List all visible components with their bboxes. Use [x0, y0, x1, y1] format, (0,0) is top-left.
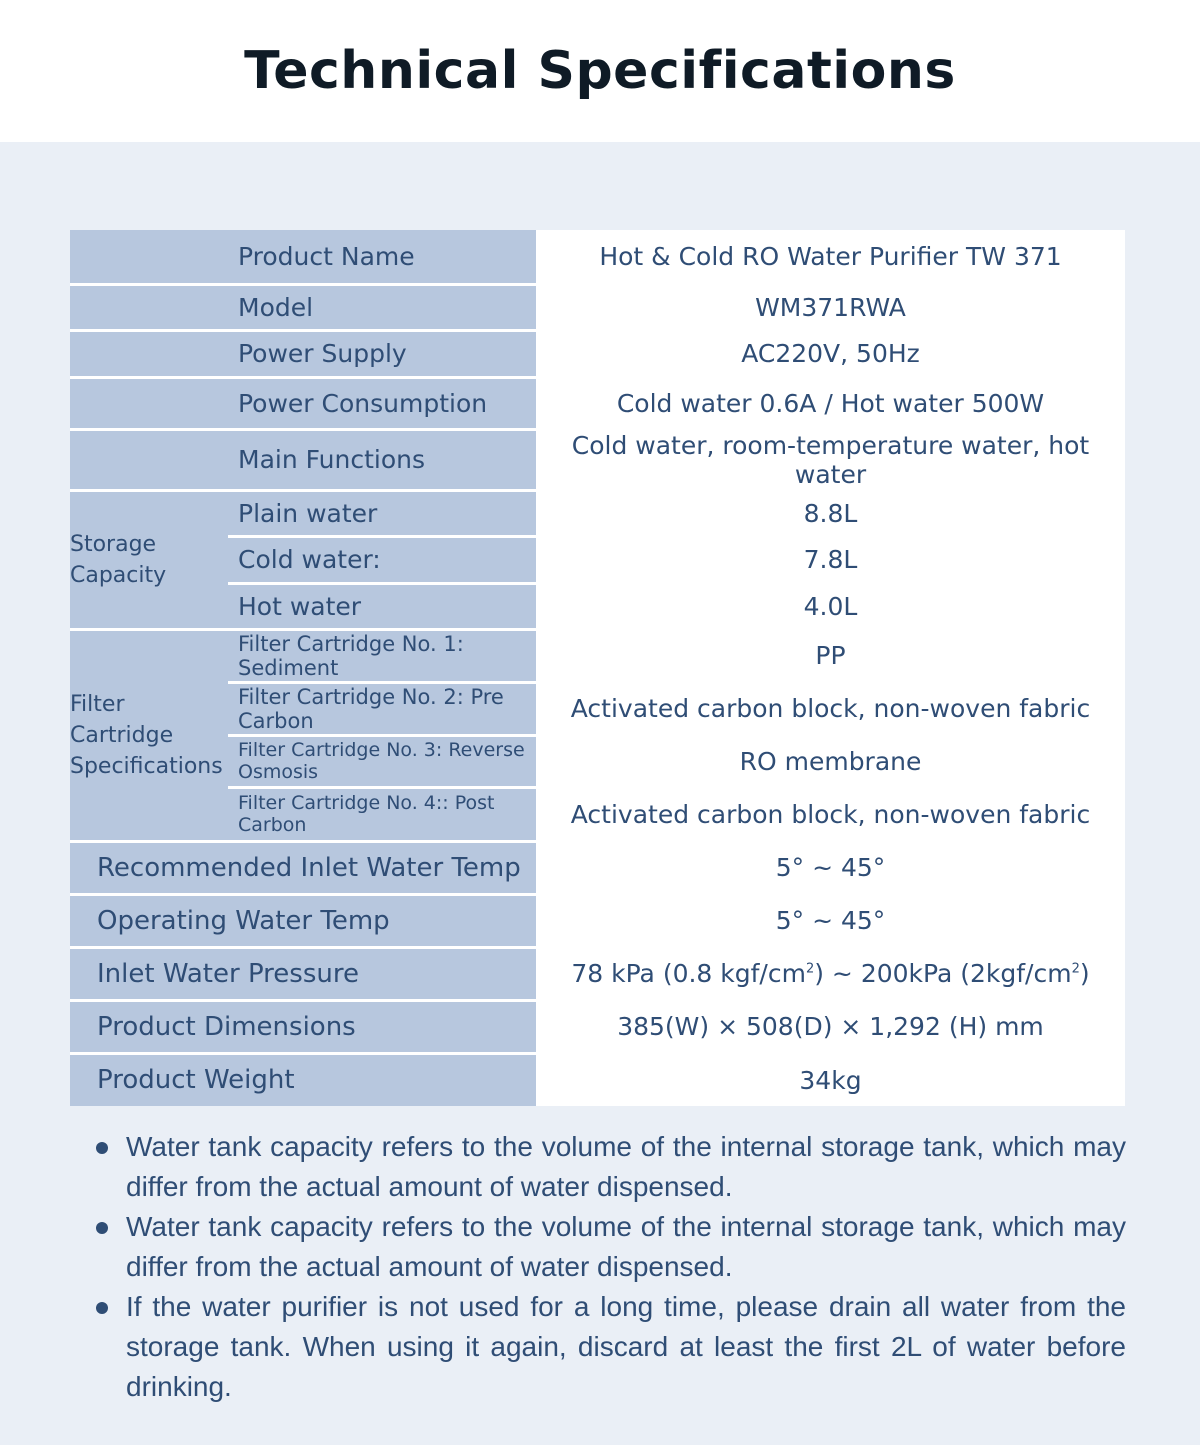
spec-label: Product Name	[228, 230, 536, 284]
spec-value: 385(W) × 508(D) × 1,292 (H) mm	[536, 1000, 1125, 1053]
spec-value: 34kg	[536, 1053, 1125, 1106]
spec-value: Activated carbon block, non-woven fabric	[536, 682, 1125, 735]
spec-label: Operating Water Temp	[70, 894, 536, 947]
spec-value: Cold water, room-temperature water, hot water	[536, 429, 1125, 490]
table-row	[70, 947, 1125, 1000]
table-row	[70, 330, 1125, 377]
filter-cartridge-group: Filter Cartridge Specifications	[70, 629, 228, 841]
spec-value: Activated carbon block, non-woven fabric	[536, 787, 1125, 841]
list-item: Water tank capacity refers to the volume of the internal storage tank, which may differ from the actual amount of water dispensed.	[96, 1207, 1126, 1287]
spec-value: 4.0L	[536, 583, 1125, 629]
table-row	[70, 682, 1125, 735]
bullet-icon	[96, 1222, 108, 1234]
table-row	[70, 841, 1125, 894]
spec-table	[70, 230, 1125, 1106]
bullet-icon	[96, 1302, 108, 1314]
table-row	[70, 536, 1125, 583]
spec-label: Model	[228, 284, 536, 330]
spec-value: Hot & Cold RO Water Purifier TW 371	[536, 230, 1125, 284]
spec-label: Filter Cartridge No. 2: Pre Carbon	[228, 682, 536, 735]
bullet-icon	[96, 1142, 108, 1154]
spec-value: 78 kPa (0.8 kgf/$cm^2$) ~ 200kPa $(2kgf/cm^2)$	[536, 947, 1125, 1000]
spec-value: 5° ~ 45°	[536, 841, 1125, 894]
spec-label: Cold water:	[228, 536, 536, 583]
spec-label: Main Functions	[228, 429, 536, 490]
spec-label: Power Consumption	[228, 377, 536, 429]
table-row	[70, 284, 1125, 330]
list-item: Water tank capacity refers to the volume of the internal storage tank, which may differ from the actual amount of water dispensed.	[96, 1127, 1126, 1207]
list-item: If the water purifier is not used for a long time, please drain all water from the storage tank. When using it again, discard at least the first 2L of water before drinking.	[96, 1287, 1126, 1407]
spec-value: AC220V, 50Hz	[536, 330, 1125, 377]
spec-panel	[0, 142, 1200, 1445]
table-row	[70, 583, 1125, 629]
spec-value: 7.8L	[536, 536, 1125, 583]
table-row	[70, 490, 1125, 536]
header	[0, 0, 1200, 142]
table-row	[70, 1000, 1125, 1053]
spec-label: Inlet Water Pressure	[70, 947, 536, 1000]
table-row	[70, 377, 1125, 429]
spec-value: 5° ~ 45°	[536, 894, 1125, 947]
table-row	[70, 429, 1125, 490]
spec-label: Hot water	[228, 583, 536, 629]
spec-label: Product Weight	[70, 1053, 536, 1106]
spec-label: Power Supply	[228, 330, 536, 377]
notes-list	[96, 1127, 1126, 1407]
spec-label: Plain water	[228, 490, 536, 536]
table-row	[70, 787, 1125, 841]
page-title: Technical Specifications	[244, 41, 956, 101]
spec-label: Filter Cartridge No. 3: Reverse Osmosis	[228, 735, 536, 787]
spec-value: WM371RWA	[536, 284, 1125, 330]
storage-capacity-group: Storage Capacity	[70, 490, 228, 629]
table-row	[70, 1053, 1125, 1106]
table-row	[70, 894, 1125, 947]
spec-value: Cold water 0.6A / Hot water 500W	[536, 377, 1125, 429]
table-row	[70, 629, 1125, 682]
table-row	[70, 735, 1125, 787]
spec-value: PP	[536, 629, 1125, 682]
spec-label: Product Dimensions	[70, 1000, 536, 1053]
spec-label: Filter Cartridge No. 1: Sediment	[228, 629, 536, 682]
table-row	[70, 230, 1125, 284]
spec-value: RO membrane	[536, 735, 1125, 787]
spec-value: 8.8L	[536, 490, 1125, 536]
spec-label: Filter Cartridge No. 4:: Post Carbon	[228, 787, 536, 841]
spec-label: Recommended Inlet Water Temp	[70, 841, 536, 894]
